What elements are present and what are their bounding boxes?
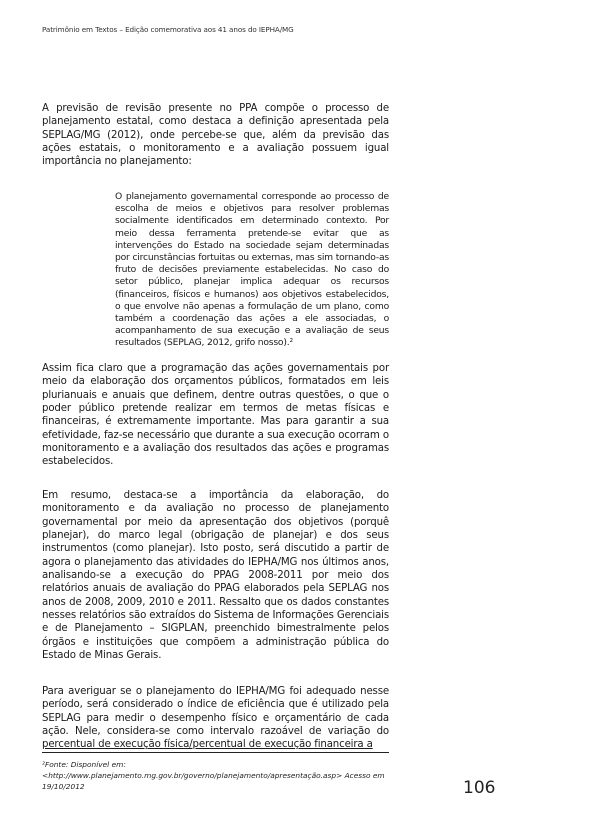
paragraph-4 [42,685,389,752]
block-quote: O planejamento governamental corresponde ao processo de escolha de meios e objetivos para resolver problemas socialmente identificados em determinado contexto. Por meio dessa ferramenta pretende-se evitar que as intervenções do Estado na sociedade sejam determinadas por circunstâncias fortuitas ou externas, mas sim tornando-as fruto de decisões previamente estabelecidas. No caso do setor público, planejar implica adequar os recursos (financeiros, físicos e humanos) aos objetivos estabelecidos, o que envolve não apenas a formulação de um plano, como também a coordenação das ações a ele associadas, o acompanhamento de sua execução e a avaliação de seus resultados (SEPLAG, 2012, grifo nosso).² [115,191,389,349]
footnote-divider [42,752,389,753]
running-header: Patrimônio em Textos – Edição comemorativa aos 41 anos do IEPHA/MG [42,25,294,34]
paragraph-2: Assim fica claro que a programação das ações governamentais por meio da elaboração dos orçamentos públicos, formatados em leis plurianuais e anuais que definem, dentre outras questões, o que o poder público pretende realizar em termos de metas físicas e financeiras, é extremamente importante. Mas para garantir a sua efetividade, faz-se necessário que durante a sua execução ocorram o monitoramento e a avaliação dos resultados das ações e programas estabelecidos. [42,363,389,468]
paragraph-1: A previsão de revisão presente no PPA compõe o processo de planejamento estatal, como destaca a definição apresentada pela SEPLAG/MG (2012), onde percebe-se que, além da previsão das ações estatais, o monitoramento e a avaliação possuem igual importância no planejamento: [42,103,389,168]
paragraph-3: Em resumo, destaca-se a importância da elaboração, do monitoramento e da avaliação no processo de planejamento governamental por meio da apresentação dos objetivos (porquê planejar), do marco legal (obrigação de planejar) e dos seus instrumentos (como planejar). Isto posto, será discutido a partir de agora o planejamento das atividades do IEPHA/MG nos últimos anos, analisando-se a execução do PPAG 2008-2011 por meio dos relatórios anuais de avaliação do PPAG elaborados pela SEPLAG nos anos de 2008, 2009, 2010 e 2011. Ressalto que os dados constantes nesses relatórios são extraídos do Sistema de Informações Gerenciais e de Planejamento – SIGPLAN, preenchido bimestralmente pelos órgãos e instituições que compõem a administração pública do Estado de Minas Gerais. [42,490,389,662]
paragraph-4-underlined-text: percentual de execução física/percentual de execução financeira a [42,739,373,751]
footnote: ²Fonte: Disponível em: <http://www.planejamento.mg.gov.br/governo/planejamento/apresentação.asp> Acesso em 19/10/2012 [42,760,385,791]
paragraph-4-text: Para averiguar se o planejamento do IEPHA/MG foi adequado nesse período, será considerado o índice de eficiência que é utilizado pela SEPLAG para medir o desempenho físico e orçamentário de cada ação. Nele, considera-se como intervalo razoável de variação do [42,686,389,738]
page-number: 106 [463,778,496,798]
